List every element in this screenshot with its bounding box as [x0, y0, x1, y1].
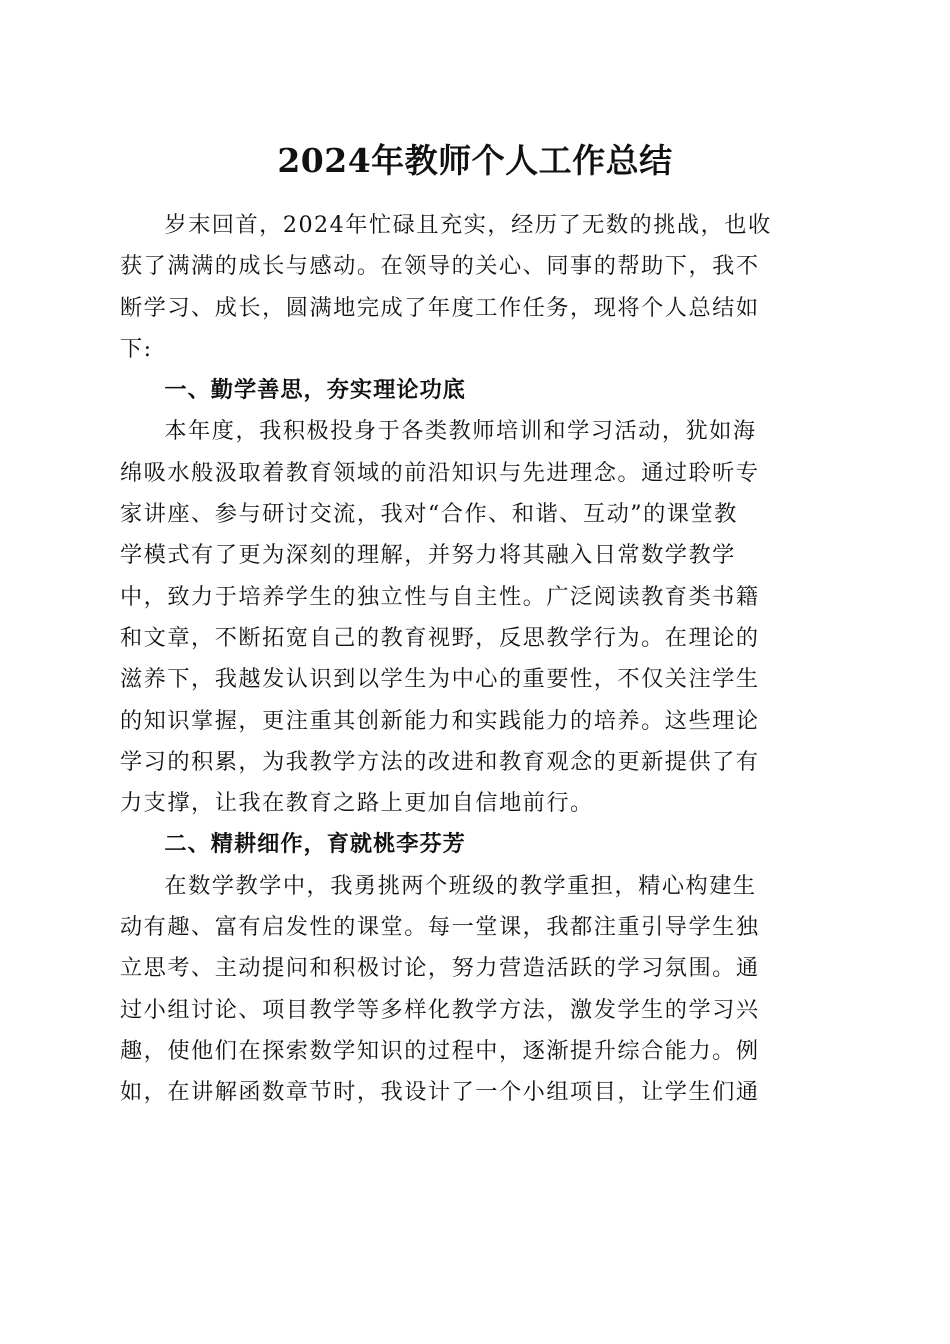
section-heading-2: 二、精耕细作，育就桃李芬芳 [164, 831, 466, 858]
paragraph-line: 的知识掌握，更注重其创新能力和实践能力的培养。这些理论 [120, 707, 760, 734]
paragraph-line: 动有趣、富有启发性的课堂。每一堂课，我都注重引导学生独 [120, 914, 760, 941]
intro-paragraph [120, 205, 816, 370]
paragraph-line: 家讲座、参与研讨交流，我对“合作、和谐、互动”的课堂教 [120, 501, 738, 528]
paragraph-line: 学习的积累，为我教学方法的改进和教育观念的更新提供了有 [120, 748, 760, 775]
paragraph-line: 立思考、主动提问和积极讨论，努力营造活跃的学习氛围。通 [120, 955, 760, 982]
intro-line: 获了满满的成长与感动。在领导的关心、同事的帮助下，我不 [120, 253, 760, 280]
intro-line: 下: [120, 335, 153, 362]
paragraph-line: 力支撑，让我在教育之路上更加自信地前行。 [120, 790, 594, 817]
paragraph-line: 滋养下，我越发认识到以学生为中心的重要性，不仅关注学生 [120, 666, 760, 693]
paragraph-line: 如，在讲解函数章节时，我设计了一个小组项目，让学生们通 [120, 1079, 760, 1106]
document-body [120, 205, 816, 1114]
paragraph-line: 绵吸水般汲取着教育领域的前沿知识与先进理念。通过聆听专 [120, 459, 760, 486]
intro-line: 断学习、成长，圆满地完成了年度工作任务，现将个人总结如 [120, 294, 760, 321]
paragraph-line: 过小组讨论、项目教学等多样化教学方法，激发学生的学习兴 [120, 996, 760, 1023]
intro-line: 岁末回首，2024年忙碌且充实，经历了无数的挑战，也收 [164, 212, 772, 238]
section-heading-1: 一、勤学善思，夯实理论功底 [164, 377, 466, 404]
paragraph-line: 和文章，不断拓宽自己的教育视野，反思教学行为。在理论的 [120, 624, 760, 651]
paragraph-line: 本年度，我积极投身于各类教师培训和学习活动，犹如海 [164, 418, 757, 445]
section-paragraph-1 [120, 411, 816, 824]
paragraph-line: 在数学教学中，我勇挑两个班级的教学重担，精心构建生 [164, 872, 757, 899]
paragraph-line: 中，致力于培养学生的独立性与自主性。广泛阅读教育类书籍 [120, 583, 760, 610]
paragraph-line: 学模式有了更为深刻的理解，并努力将其融入日常数学教学 [120, 542, 736, 569]
section-paragraph-2 [120, 866, 816, 1114]
document-title: 2024年教师个人工作总结 [277, 141, 673, 180]
paragraph-line: 趣，使他们在探索数学知识的过程中，逐渐提升综合能力。例 [120, 1037, 760, 1064]
